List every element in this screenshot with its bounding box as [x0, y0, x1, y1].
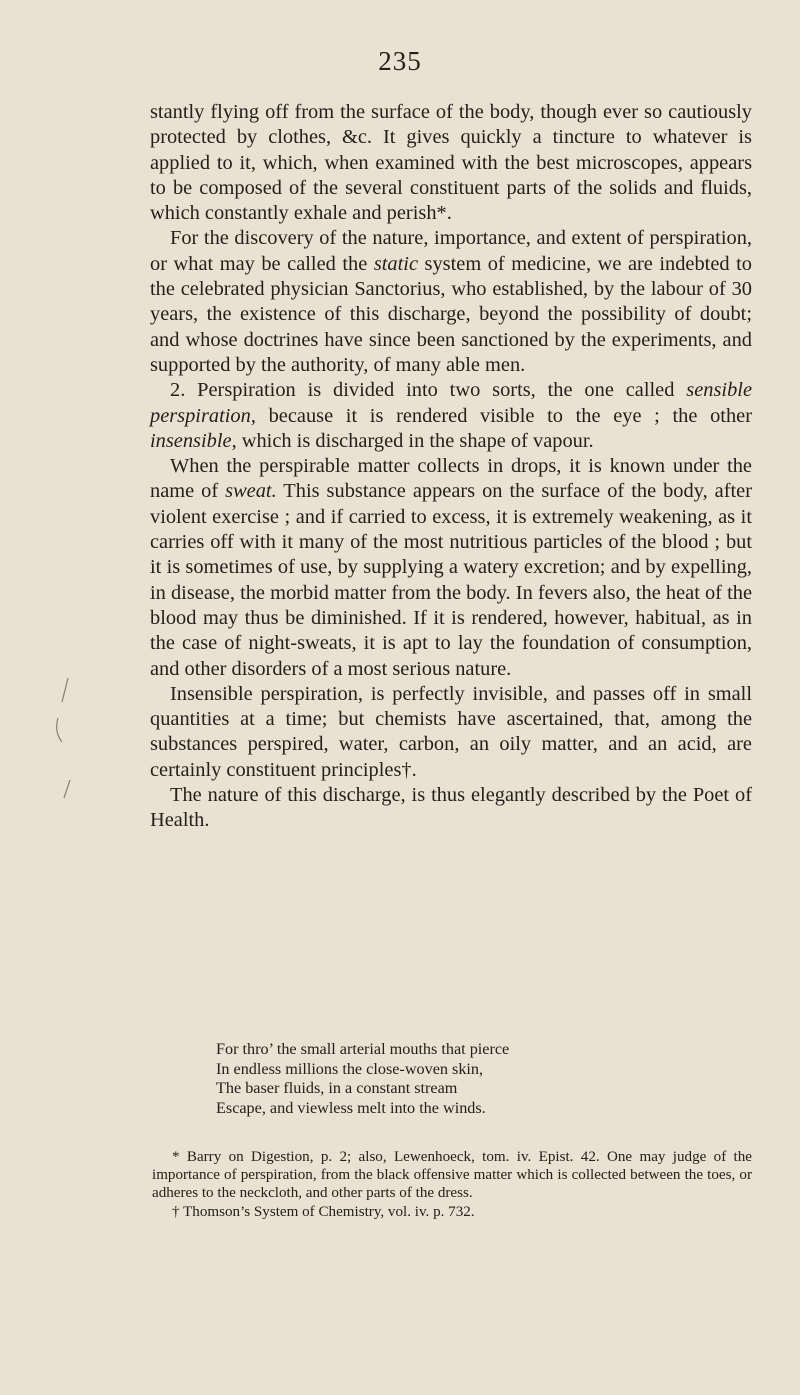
paragraph-sweat: [150, 454, 752, 682]
paragraph-text: This substance appears on the surface of the body, after violent exercise ; and if carried to excess, it is extremely weakening, as it carries off with it many of the most nutritious particles of the blood ; but it is sometimes of use, by supplying a watery excretion; and by expelling, in disease, the morbid matter from the body. In fevers also, the heat of the blood may thus be diminished. If it is rendered, however, habitual, as in the case of night-sweats, it is apt to lay the foundation of consumption, and other disorders of a most serious nature.: [150, 480, 753, 680]
page-number: 235: [378, 46, 422, 76]
paragraph-text: , which is discharged in the shape of vapour.: [231, 429, 594, 452]
paragraph-text: For the discovery of the nature, importance, and extent of perspiration, or what may be called the: [150, 227, 752, 275]
paragraph-text: The nature of this discharge, is thus elegantly described by the Poet of Health.: [150, 784, 752, 832]
italic-term: sweat.: [225, 480, 277, 503]
footnote: * Barry on Digestion, p. 2; also, Lewenhoeck, tom. iv. Epist. 42. One may judge of the importance of perspiration, from the black offensive matter which is collected between the toes, or adheres to the neckcloth, and other parts of the dress.: [152, 1149, 752, 1202]
verse-line: The baser fluids, in a constant stream: [216, 1079, 458, 1097]
paragraph-text: system of medicine, we are indebted to the celebrated physician Sanctorius, who established, by the labour of 30 years, the existence of this discharge, beyond the possibility of doubt; and whose doctrines have since been sanctioned by the experiments, and supported by the authority, of many able men.: [150, 252, 752, 376]
paragraph-text: stantly flying off from the surface of the body, though ever so cautiously protected by clothes, &c. It gives quickly a tincture to whatever is applied to it, which, when examined with the best microscopes, appears to be composed of the several constituent parts of the solids and fluids, which constantly exhale and perish*.: [150, 101, 752, 225]
pencil-stroke: [64, 780, 70, 798]
paragraph-text: 2. Perspiration is divided into two sorts, the one called: [170, 379, 687, 402]
italic-term: sensible perspiration: [150, 379, 752, 427]
paragraph-two-sorts: [150, 378, 752, 454]
pencil-stroke: [62, 678, 68, 702]
paragraph-continuation: [150, 100, 752, 226]
paragraph-text: , because it is rendered visible to the eye ; the other: [250, 404, 752, 427]
verse-line: In endless millions the close-woven skin,: [216, 1059, 484, 1078]
paragraph-text: Insensible perspiration, is perfectly invisible, and passes off in small quantities at a time; but chemists have ascertained, that, among the substances perspired, water, carbon, an oily matter, and an acid, are certainly constituent principles†.: [150, 682, 752, 781]
italic-term: static: [373, 252, 418, 275]
verse-line: For thro’ the small arterial mouths that pierce: [216, 1040, 510, 1058]
main-text: [150, 100, 752, 834]
paragraph-text: When the perspirable matter collects in drops, it is known under the name of: [150, 455, 752, 503]
margin-pencil-marks: [40, 640, 100, 800]
verse-line: Escape, and viewless melt into the winds.: [216, 1098, 486, 1117]
paragraph-poet: [150, 783, 752, 834]
paragraph-sanctorius: [150, 226, 752, 378]
footnote: † Thomson’s System of Chemistry, vol. iv. p. 732.: [172, 1203, 475, 1220]
paragraph-insensible: [150, 682, 752, 783]
footnotes: [152, 1148, 752, 1221]
pencil-stroke: [57, 718, 62, 742]
italic-term: insensible: [150, 429, 232, 452]
verse-quotation: [216, 1040, 736, 1118]
